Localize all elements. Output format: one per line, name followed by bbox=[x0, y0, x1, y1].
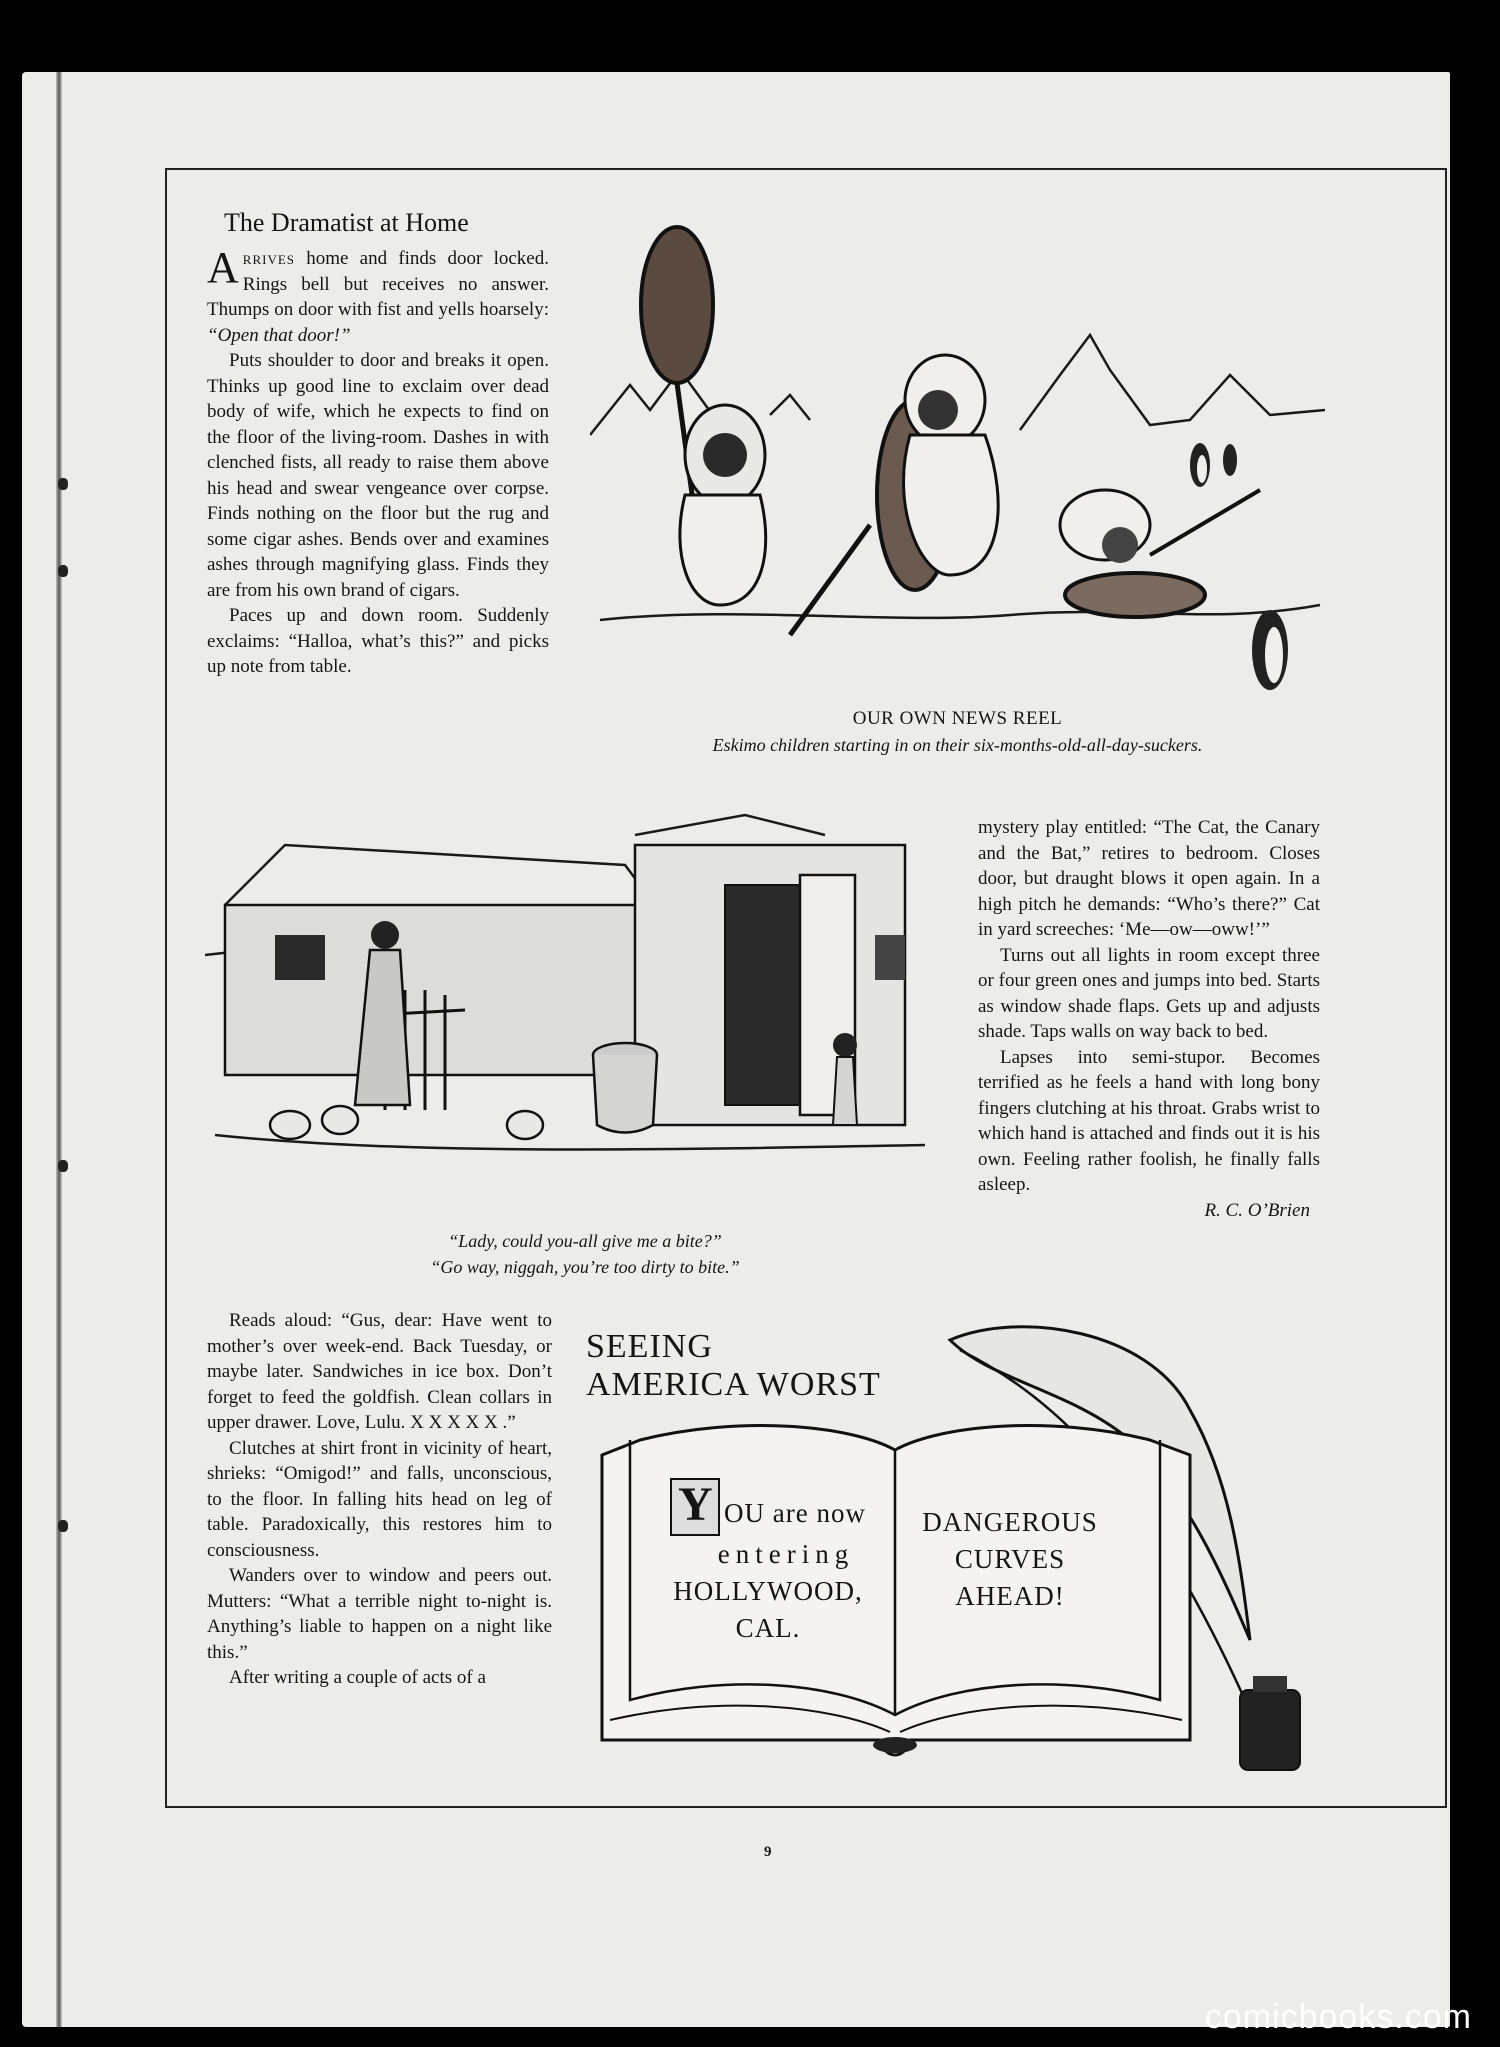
cartoon-caption-text: Eskimo children starting in on their six-months-old-all-day-suckers. bbox=[712, 735, 1203, 755]
article-paragraph: Clutches at shirt front in vicinity of heart, shrieks: “Omigod!” and falls, unconscious, to the floor. In falling hits head on leg of table. Paradoxically, this restores him to consciousness. bbox=[207, 1437, 552, 1561]
article-column-3 bbox=[207, 1308, 552, 1691]
book-right-page-text bbox=[900, 1504, 1120, 1615]
cartoon-dialogue-2: “Go way, niggah, you’re too dirty to bite.” bbox=[430, 1257, 740, 1277]
article-paragraph: Wanders over to window and peers out. Mutters: “What a terrible night to-night is. Anything’s liable to happen on a night like this.” bbox=[207, 1565, 552, 1663]
article-column-1 bbox=[207, 243, 549, 680]
cartoon-title: OUR OWN NEWS REEL bbox=[852, 708, 1063, 729]
article-lead-paragraph bbox=[207, 243, 549, 348]
lead-smallcaps: rrives bbox=[242, 248, 296, 269]
book-left-line-2: entering bbox=[717, 1539, 855, 1569]
article-title: The Dramatist at Home bbox=[224, 208, 469, 237]
farmyard-cartoon-caption bbox=[300, 1228, 870, 1280]
cartoon-dialogue-1: “Lady, could you-all give me a bite?” bbox=[448, 1231, 722, 1251]
eskimo-cartoon bbox=[590, 225, 1325, 695]
watermark: comicbooks.com bbox=[1204, 1998, 1472, 2036]
book-right-line-3: AHEAD! bbox=[955, 1581, 1065, 1611]
article-paragraph: mystery play entitled: “The Cat, the Canary and the Bat,” retires to bedroom. Closes door, but draught blows it open again. In a high pitch he demands: “Who’s there?” Cat in yard screeches: ‘Me—ow—oww!’” bbox=[978, 817, 1320, 940]
drop-cap: A bbox=[207, 243, 239, 292]
lead-italic: “Open that door!” bbox=[207, 324, 351, 346]
book-ad-title-line-1: SEEING bbox=[586, 1328, 713, 1365]
eskimo-cartoon-caption bbox=[590, 706, 1325, 758]
book-right-line-1: DANGEROUS bbox=[922, 1507, 1098, 1537]
article-paragraph: Lapses into semi-stupor. Becomes terrified as he feels a hand with long bony fingers clutching at his throat. Grabs wrist to which hand is attached and finds out it is his own. Feeling rather foolish, he finally falls asleep. bbox=[978, 1046, 1320, 1195]
binding-stitch bbox=[58, 478, 68, 490]
illuminated-initial: Y bbox=[670, 1478, 720, 1536]
book-ad-title-line-2: AMERICA WORST bbox=[586, 1366, 881, 1403]
article-paragraph: Paces up and down room. Suddenly exclaims: “Halloa, what’s this?” and picks up note from table. bbox=[207, 605, 549, 677]
article-paragraph: Turns out all lights in room except three or four green ones and jumps into bed. Starts as window shade flaps. Gets up and adjusts shade. Taps walls on way back to bed. bbox=[978, 944, 1320, 1042]
farmyard-cartoon bbox=[205, 805, 930, 1200]
book-right-line-2: CURVES bbox=[954, 1544, 1066, 1574]
article-paragraph: Puts shoulder to door and breaks it open. Thinks up good line to exclaim over dead body of wife, which he expects to find on the floor of the living-room. Dashes in with clenched fists, all ready to raise them above his head and swear vengeance over corpse. Finds nothing on the floor but the rug and some cigar ashes. Bends over and examines ashes through magnifying glass. Finds they are from his own brand of cigars. bbox=[207, 350, 549, 601]
book-left-line-3: HOLLYWOOD, bbox=[673, 1576, 863, 1606]
book-left-page-text bbox=[648, 1478, 888, 1647]
author-signature: R. C. O’Brien bbox=[1204, 1199, 1310, 1221]
lead-text: home and finds door locked. Rings bell but receives no answer. Thumps on door with fist and yells hoarsely: bbox=[207, 248, 549, 320]
binding-stitch bbox=[58, 1520, 68, 1532]
article-paragraph: Reads aloud: “Gus, dear: Have went to mother’s over week-end. Back Tuesday, or maybe later. Sandwiches in ice box. Don’t forget to feed the goldfish. Clean collars in upper drawer. Love, Lulu. X X X X X .” bbox=[207, 1310, 552, 1433]
book-left-line-1: OU are now bbox=[724, 1498, 866, 1528]
binding-gutter bbox=[56, 72, 62, 2027]
article-column-2 bbox=[978, 815, 1320, 1223]
binding-stitch bbox=[58, 565, 68, 577]
page-number: 9 bbox=[764, 1844, 772, 1860]
book-left-line-4: CAL. bbox=[735, 1613, 801, 1643]
article-paragraph: After writing a couple of acts of a bbox=[229, 1667, 486, 1688]
binding-stitch bbox=[58, 1160, 68, 1172]
